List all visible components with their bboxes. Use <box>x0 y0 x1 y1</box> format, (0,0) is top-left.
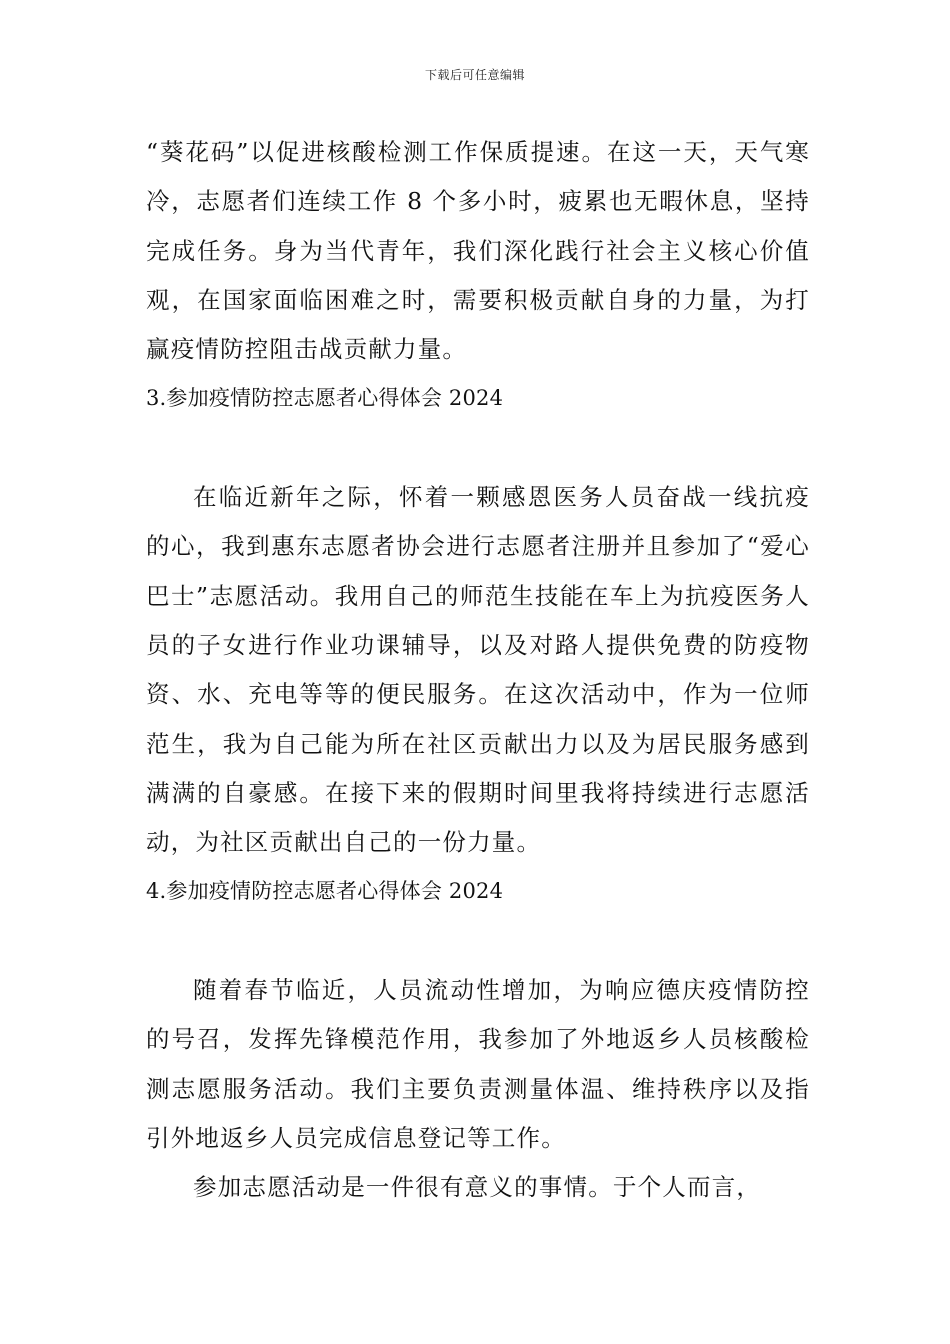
section-heading-3: 3.参加疫情防控志愿者心得体会 2024 <box>146 386 504 411</box>
paragraph-section-3: 在临近新年之际，怀着一颗感恩医务人员奋战一线抗疫的心，我到惠东志愿者协会进行志愿者注册并且参加了“爱心巴士”志愿活动。我用自己的师范生技能在车上为抗疫医务人员的子女进行作业功课辅导，以及对路人提供免费的防疫物资、水、充电等等的便民服务。在这次活动中，作为一位师范生，我为自己能为所在社区贡献出力以及为居民服务感到满满的自豪感。在接下来的假期时间里我将持续进行志愿活动，为社区贡献出自己的一份力量。 <box>146 483 810 857</box>
page-header: 下载后可任意编辑 <box>424 68 525 82</box>
paragraph-section-4-second: 参加志愿活动是一件很有意义的事情。于个人而言， <box>193 1173 762 1202</box>
paragraph-section-4: 随着春节临近，人员流动性增加，为响应德庆疫情防控的号召，发挥先锋模范作用，我参加了外地返乡人员核酸检测志愿服务活动。我们主要负责测量体温、维持秩序以及指引外地返乡人员完成信息登记等工作。 <box>146 976 810 1152</box>
document-body <box>146 128 810 1213</box>
section-heading-4: 4.参加疫情防控志愿者心得体会 2024 <box>146 879 504 904</box>
blank-line <box>146 424 810 473</box>
blank-line <box>146 917 810 966</box>
paragraph-continued: “葵花码”以促进核酸检测工作保质提速。在这一天，天气寒冷，志愿者们连续工作 8 个多小时，疲累也无暇休息，坚持完成任务。身为当代青年，我们深化践行社会主义核心价值观，在国家面临困难之时，需要积极贡献自身的力量，为打赢疫情防控阻击战贡献力量。 <box>146 138 810 364</box>
